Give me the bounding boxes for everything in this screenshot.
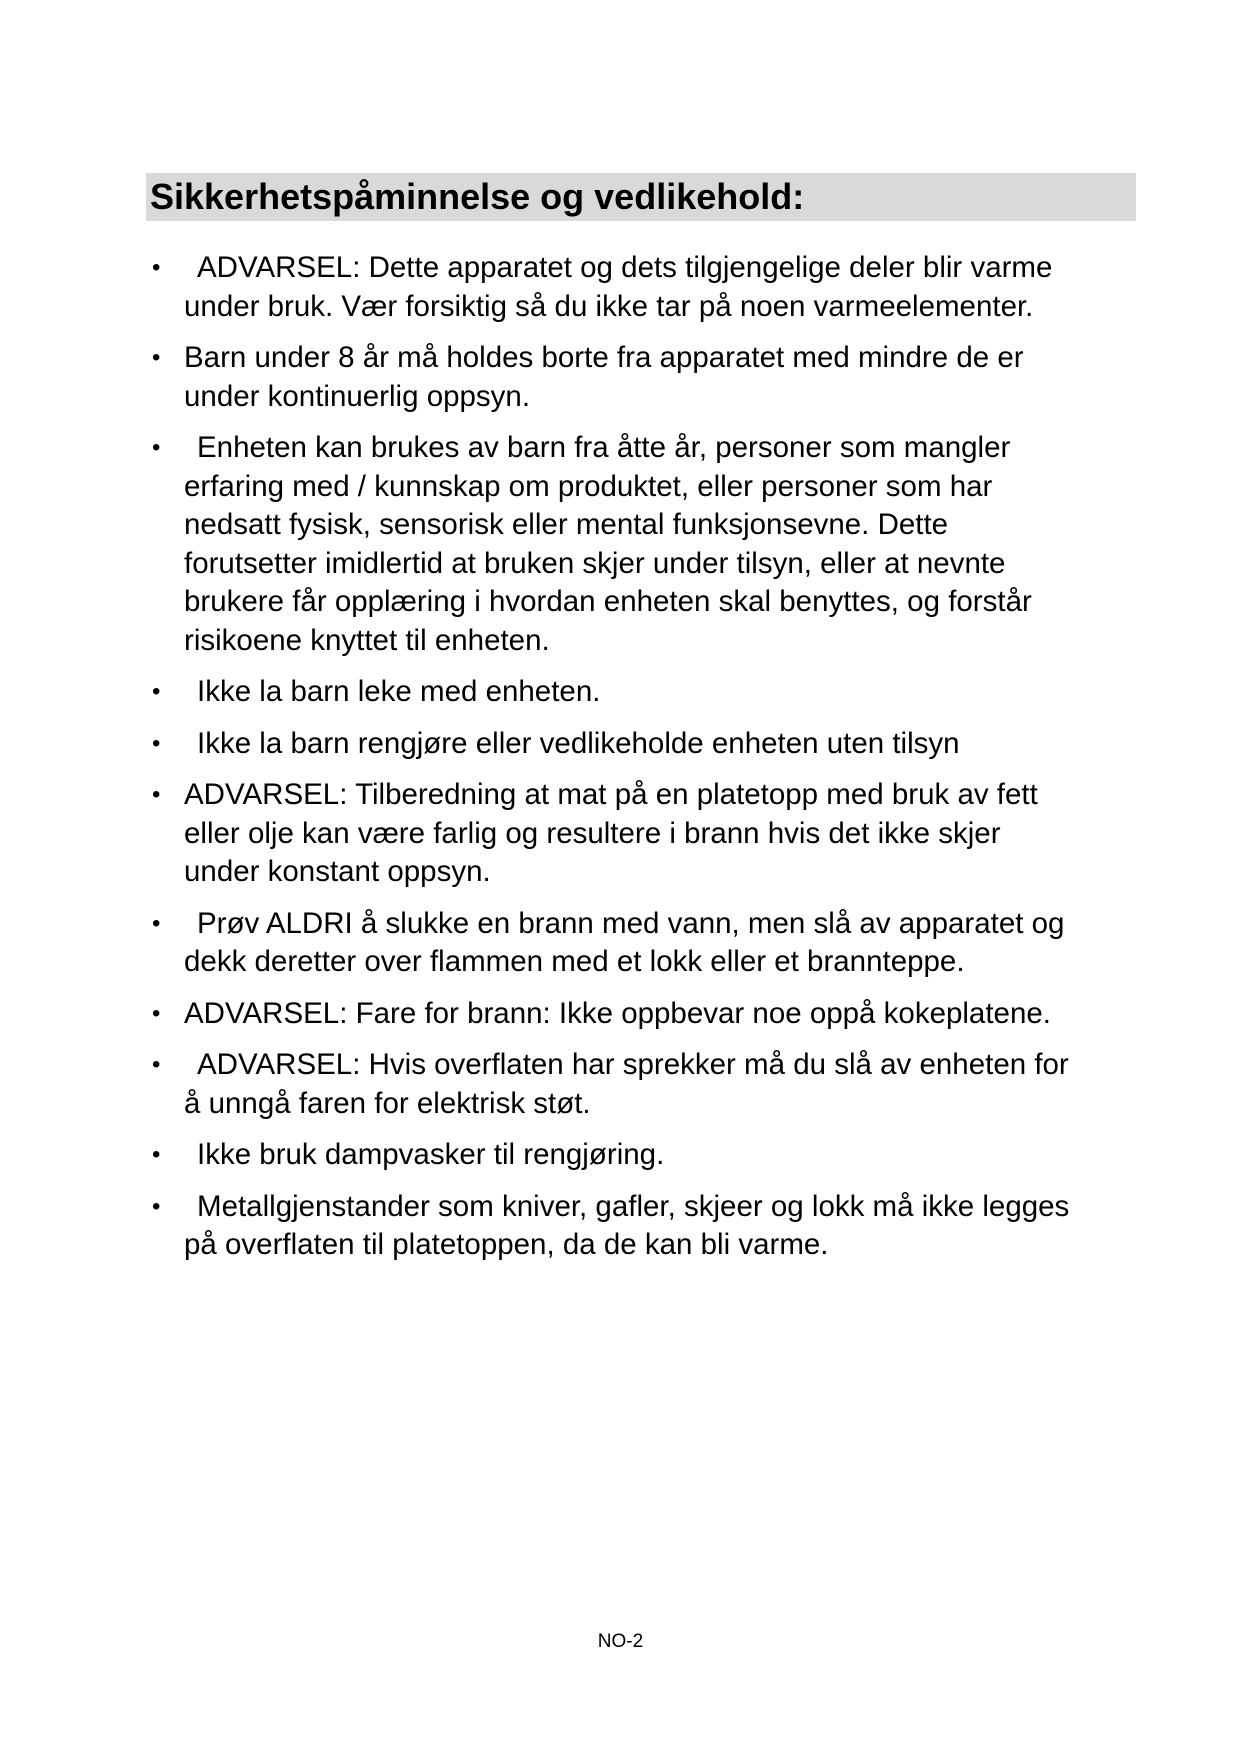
bullet-icon: • <box>152 434 161 461</box>
text-line: Enheten kan brukes av barn fra åtte år, personer som mangler <box>197 431 1011 464</box>
text-line: eller olje kan være farlig og resultere i brann hvis det ikke skjer <box>184 816 1001 850</box>
text-line: under bruk. Vær forsiktig så du ikke tar på noen varmeelementer. <box>184 289 1034 323</box>
bullet-item <box>0 1136 1241 1175</box>
bullet-text <box>184 1046 1161 1123</box>
bullet-icon: • <box>152 344 161 371</box>
bullet-text <box>184 673 1161 712</box>
text-line: Ikke bruk dampvasker til rengjøring. <box>197 1138 665 1171</box>
bullet-item <box>0 1046 1241 1123</box>
bullet-icon: • <box>152 254 161 281</box>
bullet-item <box>0 429 1241 660</box>
bullet-item <box>0 995 1241 1034</box>
bullet-item <box>0 339 1241 416</box>
bullet-text <box>184 429 1161 660</box>
text-line: Metallgjenstander som kniver, gafler, skjeer og lokk må ikke legges <box>197 1189 1070 1223</box>
text-line: ADVARSEL: Fare for brann: Ikke oppbevar noe oppå kokeplatene. <box>184 996 1051 1030</box>
text-line: dekk deretter over flammen med et lokk eller et brannteppe. <box>184 945 965 978</box>
text-line: under konstant oppsyn. <box>184 855 491 888</box>
bullet-item <box>0 249 1241 326</box>
bullet-icon: • <box>152 1141 161 1168</box>
text-line: ADVARSEL: Dette apparatet og dets tilgjengelige deler blir varme <box>197 251 1053 284</box>
text-line: brukere får opplæring i hvordan enheten skal benyttes, og forstår <box>184 585 1032 618</box>
text-line: Prøv ALDRI å slukke en brann med vann, men slå av apparatet og <box>197 906 1065 940</box>
bullet-text <box>184 1188 1161 1265</box>
bullet-item <box>0 725 1241 764</box>
bullet-text <box>184 1136 1161 1175</box>
bullet-icon: • <box>152 1192 161 1220</box>
text-line: å unngå faren for elektrisk støt. <box>184 1086 591 1120</box>
bullet-text <box>184 725 1161 764</box>
bullet-text <box>184 339 1161 416</box>
bullet-item <box>0 673 1241 712</box>
text-line: på overflaten til platetoppen, da de kan bli varme. <box>184 1228 829 1261</box>
safety-bullet-list <box>0 249 1241 1278</box>
text-line: risikoene knyttet til enheten. <box>184 623 550 657</box>
bullet-text <box>184 249 1161 326</box>
text-line: Barn under 8 år må holdes borte fra apparatet med mindre de er <box>184 341 1024 374</box>
bullet-icon: • <box>152 781 161 808</box>
text-line: forutsetter imidlertid at bruken skjer under tilsyn, eller at nevnte <box>184 546 1006 580</box>
bullet-icon: • <box>152 729 161 757</box>
text-line: Ikke la barn leke med enheten. <box>197 675 601 708</box>
text-line: ADVARSEL: Hvis overflaten har sprekker må du slå av enheten for <box>197 1048 1069 1081</box>
page-number: NO-2 <box>597 1631 644 1652</box>
bullet-icon: • <box>152 909 161 937</box>
text-line: under kontinuerlig oppsyn. <box>184 379 531 413</box>
text-line: erfaring med / kunnskap om produktet, eller personer som har <box>184 469 993 503</box>
bullet-item <box>0 1188 1241 1265</box>
text-line: nedsatt fysisk, sensorisk eller mental funksjonsevne. Dette <box>184 508 949 541</box>
bullet-item <box>0 905 1241 982</box>
bullet-item <box>0 776 1241 892</box>
bullet-text <box>184 995 1161 1034</box>
bullet-text <box>184 905 1161 982</box>
bullet-icon: • <box>152 1051 161 1078</box>
bullet-icon: • <box>152 999 161 1027</box>
bullet-icon: • <box>152 678 161 705</box>
bullet-text <box>184 776 1161 892</box>
text-line: Ikke la barn rengjøre eller vedlikeholde enheten uten tilsyn <box>197 726 960 760</box>
text-line: ADVARSEL: Tilberedning at mat på en platetopp med bruk av fett <box>184 778 1038 811</box>
section-heading: Sikkerhetspåminnelse og vedlikehold: <box>150 176 805 217</box>
